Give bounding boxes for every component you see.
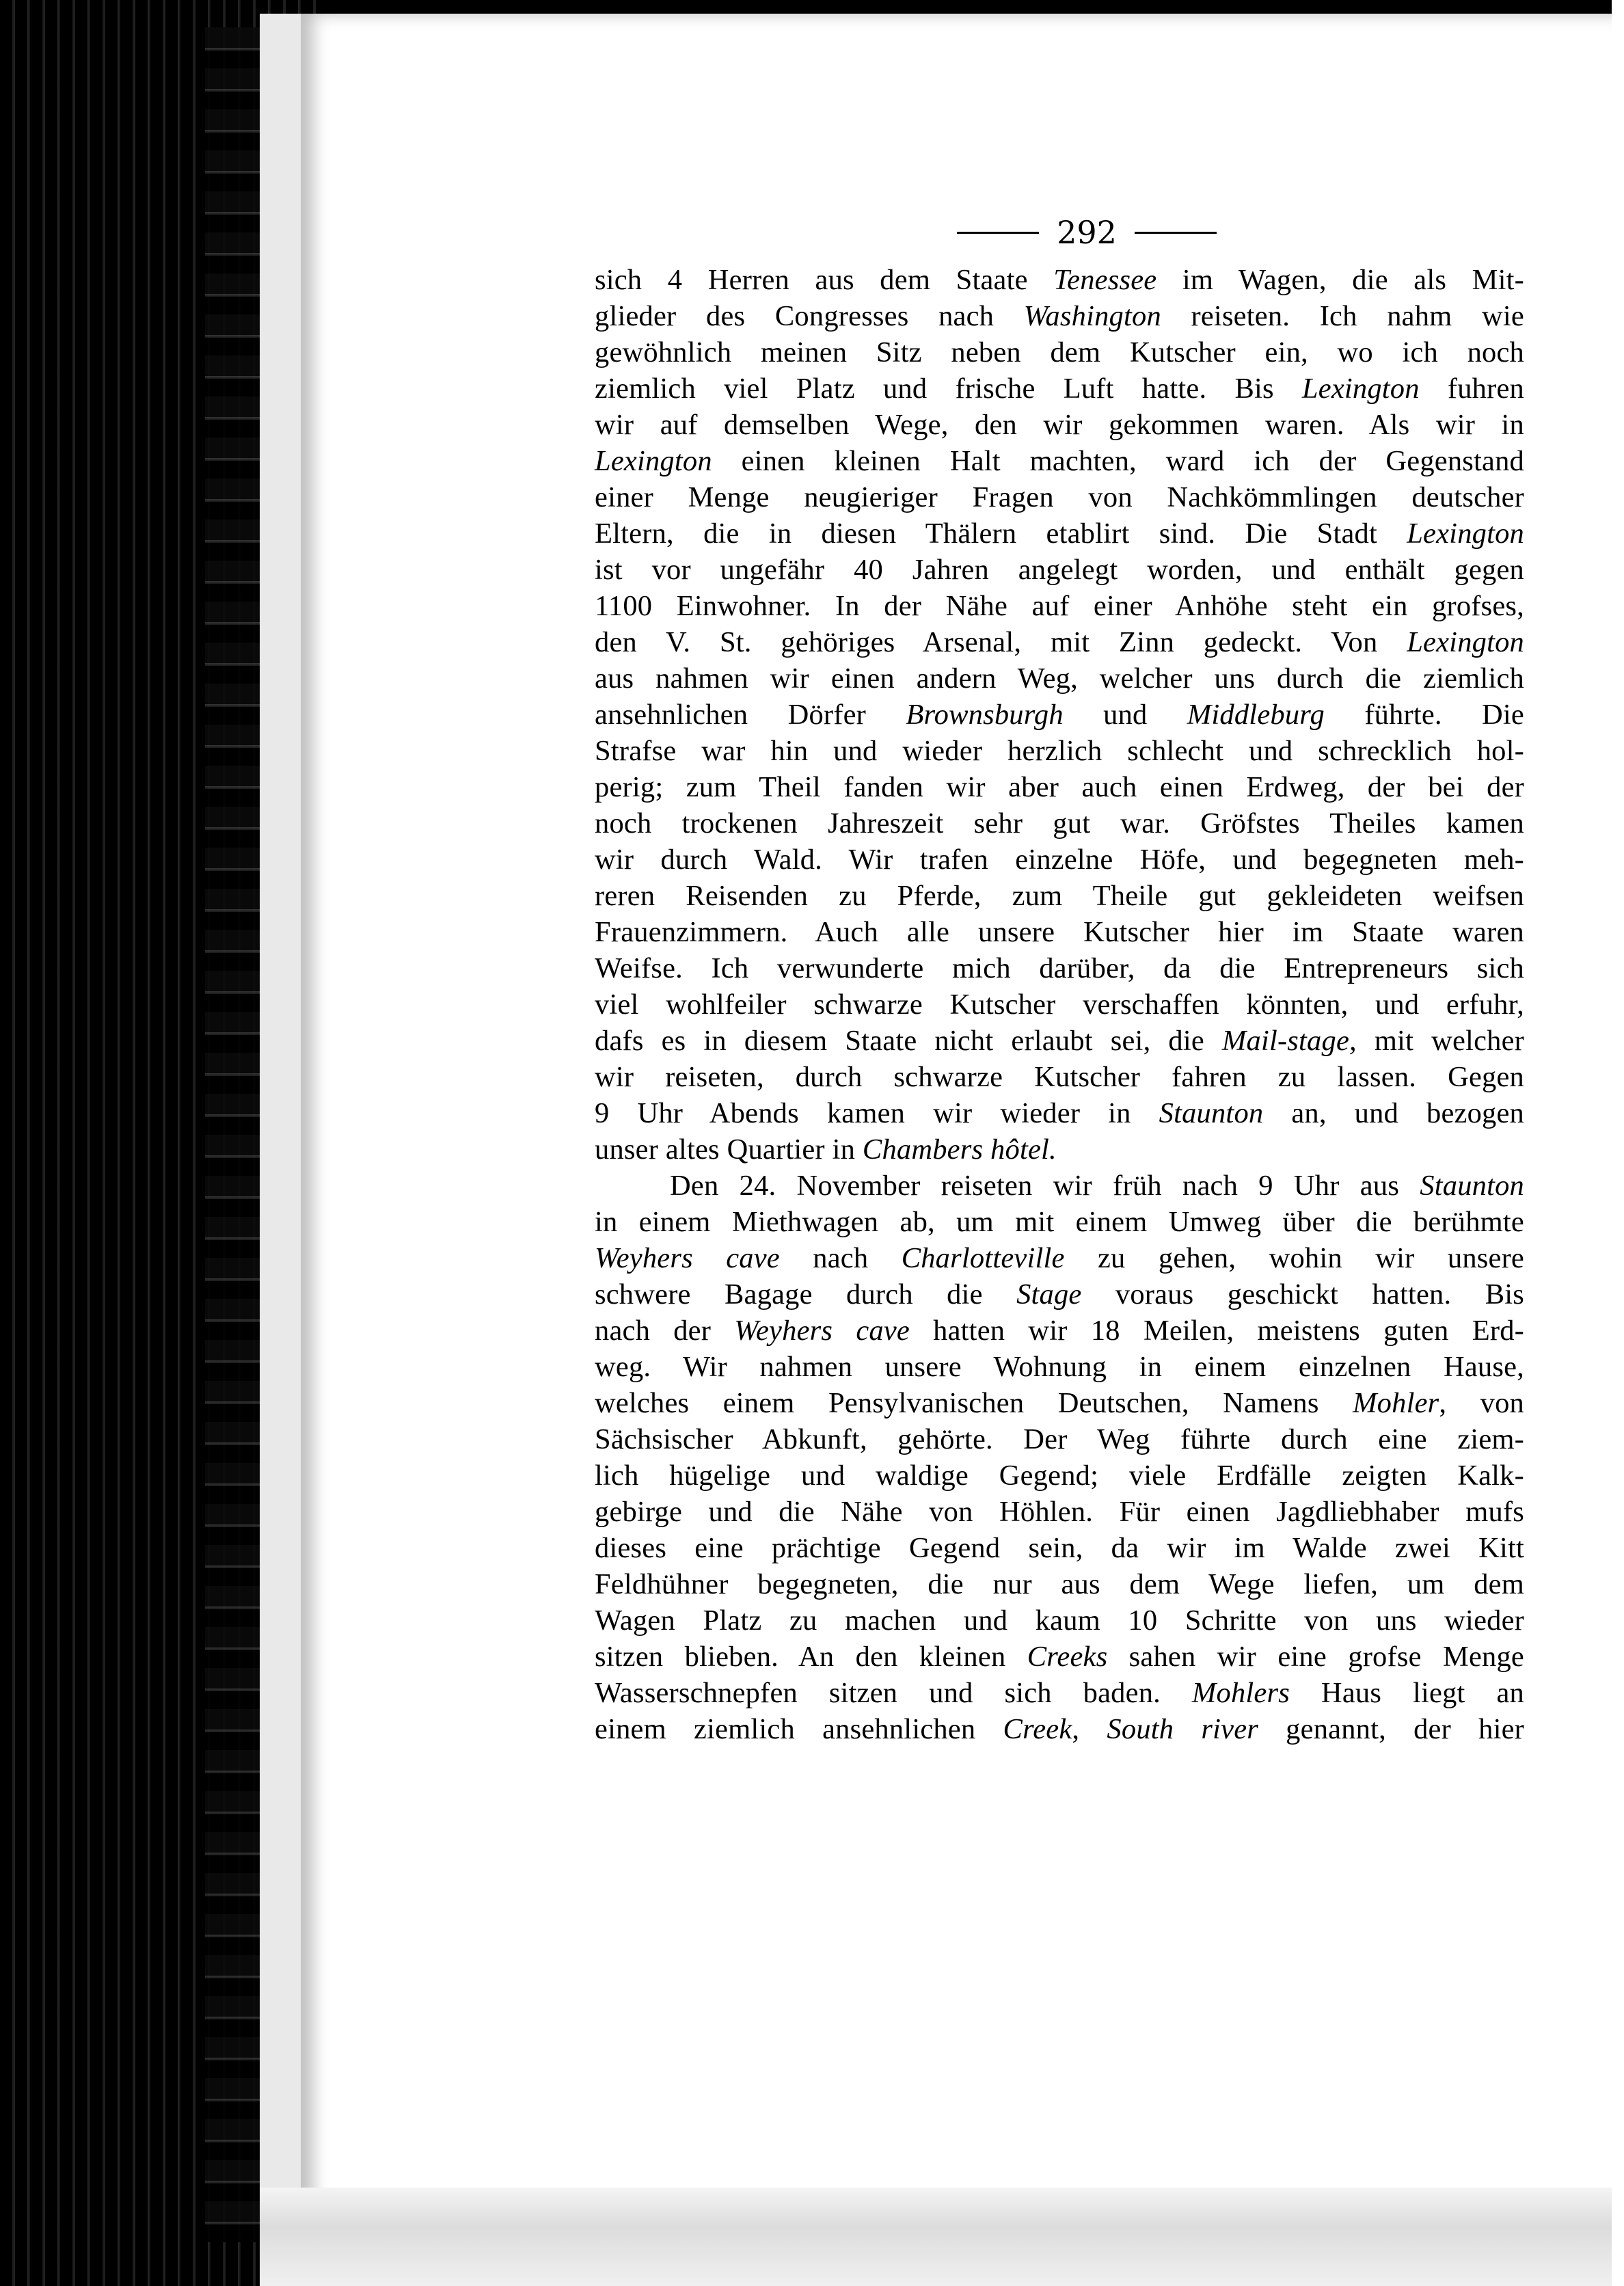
text-run: gebirge und die Nähe von Höhlen. Für einen Jagdliebhaber mufs (595, 1496, 1524, 1528)
text-run: welches einem Pensylvanischen Deutschen, Namens (595, 1387, 1353, 1419)
text-line (595, 1240, 1524, 1276)
text-line (595, 1204, 1524, 1240)
text-line (595, 1602, 1524, 1639)
text-line (595, 1639, 1524, 1675)
text-run: führte. Die (1324, 699, 1524, 731)
text-line (595, 1349, 1524, 1385)
text-run: Den 24. November reiseten wir früh nach 9 Uhr aus (670, 1170, 1420, 1202)
text-run: wir auf demselben Wege, den wir gekommen waren. Als wir in (595, 409, 1524, 441)
text-run: reren Reisenden zu Pferde, zum Theile gut gekleideten weifsen (595, 880, 1524, 912)
text-run: ziemlich viel Platz und frische Luft hatte. Bis (595, 373, 1302, 405)
italic-text-run: Charlotteville (901, 1242, 1065, 1274)
text-run: im Wagen, die als Mit- (1156, 264, 1525, 296)
text-line (595, 1675, 1524, 1711)
text-run: den V. St. gehöriges Arsenal, mit Zinn gedeckt. Von (595, 626, 1407, 658)
italic-text-run: Staunton (1159, 1097, 1264, 1129)
text-run: sich 4 Herren aus dem Staate (595, 264, 1054, 296)
italic-text-run: Mohlers (1191, 1677, 1290, 1709)
text-run: Strafse war hin und wieder herzlich schlecht und schrecklich hol- (595, 735, 1524, 767)
text-run: schwere Bagage durch die (595, 1278, 1017, 1310)
text-line (595, 443, 1524, 479)
italic-text-run: Staunton (1420, 1170, 1524, 1202)
running-header (943, 212, 1230, 253)
text-line (595, 262, 1524, 298)
paragraph (595, 1168, 1524, 1747)
italic-text-run: Creeks (1027, 1641, 1108, 1673)
text-line (595, 1494, 1524, 1530)
text-run: genannt, der hier (1258, 1713, 1525, 1745)
italic-text-run: Brownsburgh (906, 699, 1064, 731)
text-line (595, 515, 1524, 552)
text-run: einen kleinen Halt machten, ward ich der Gegenstand (712, 445, 1524, 477)
italic-text-run: Lexington (1407, 517, 1524, 550)
text-line (595, 624, 1524, 660)
text-run: lich hügelige und waldige Gegend; viele Erdfälle zeigten Kalk- (595, 1460, 1524, 1492)
text-run: unser altes Quartier in (595, 1133, 863, 1166)
text-line (595, 986, 1524, 1023)
text-run: sitzen blieben. An den kleinen (595, 1641, 1027, 1673)
text-run: dieses eine prächtige Gegend sein, da wir im Walde zwei Kitt (595, 1532, 1524, 1564)
italic-text-run: Lexington (1301, 373, 1420, 405)
italic-text-run: Creek (1003, 1713, 1072, 1745)
page-bottom-edges (260, 2188, 1624, 2286)
text-line (595, 1566, 1524, 1602)
text-line (595, 1530, 1524, 1566)
text-run: glieder des Congresses nach (595, 300, 1024, 332)
text-line (595, 1457, 1524, 1494)
text-line (595, 769, 1524, 805)
text-line (595, 298, 1524, 334)
italic-text-run: Lexington (1407, 626, 1524, 658)
text-line (595, 1059, 1524, 1095)
text-line (595, 805, 1524, 842)
text-line (595, 1385, 1524, 1421)
text-line (595, 842, 1524, 878)
text-run: wir reiseten, durch schwarze Kutscher fahren zu lassen. Gegen (595, 1061, 1524, 1093)
text-run: wir durch Wald. Wir trafen einzelne Höfe, und begegneten meh- (595, 844, 1524, 876)
text-run: nach (779, 1242, 902, 1274)
text-run: Wasserschnepfen sitzen und sich baden. (595, 1677, 1192, 1709)
page-number: 292 (1057, 214, 1117, 251)
text-line (595, 1313, 1524, 1349)
body-text (595, 262, 1524, 1747)
text-run: Sächsischer Abkunft, gehörte. Der Weg führte durch eine ziem- (595, 1423, 1524, 1455)
italic-text-run: Washington (1023, 300, 1161, 332)
text-run: an, und bezogen (1263, 1097, 1524, 1129)
text-run: Eltern, die in diesen Thälern etablirt sind. Die Stadt (595, 517, 1407, 550)
text-line (595, 1421, 1524, 1457)
text-line (595, 334, 1524, 371)
text-run: dafs es in diesem Staate nicht erlaubt sei, die (595, 1025, 1222, 1057)
italic-text-run: South river (1107, 1713, 1259, 1745)
text-run: , (1072, 1713, 1107, 1745)
text-line (595, 1168, 1524, 1204)
text-run: weg. Wir nahmen unsere Wohnung in einem einzelnen Hause, (595, 1351, 1524, 1383)
text-line (595, 1276, 1524, 1313)
header-rule-left (957, 232, 1039, 234)
text-run: reiseten. Ich nahm wie (1161, 300, 1524, 332)
text-run: Wagen Platz zu machen und kaum 10 Schritte von uns wieder (595, 1604, 1524, 1637)
italic-text-run: Weyhers cave (734, 1315, 910, 1347)
text-run: einem ziemlich ansehnlichen (595, 1713, 1003, 1745)
text-run: viel wohlfeiler schwarze Kutscher verschaffen könnten, und erfuhr, (595, 989, 1524, 1021)
text-run: perig; zum Theil fanden wir aber auch einen Erdweg, der bei der (595, 771, 1524, 803)
text-run: Haus liegt an (1289, 1677, 1525, 1709)
italic-text-run: Chambers hôtel. (862, 1133, 1057, 1166)
italic-text-run: Lexington (595, 445, 712, 477)
text-run: fuhren (1419, 373, 1524, 405)
text-line (595, 1095, 1524, 1131)
text-run: hatten wir 18 Meilen, meistens guten Erd- (909, 1315, 1525, 1347)
text-run: 9 Uhr Abends kamen wir wieder in (595, 1097, 1159, 1129)
text-run: mit welcher (1356, 1025, 1524, 1057)
italic-text-run: Tenessee (1053, 264, 1157, 296)
text-run: noch trockenen Jahreszeit sehr gut war. Gröfstes Theiles kamen (595, 807, 1524, 839)
text-run: 1100 Einwohner. In der Nähe auf einer Anhöhe steht ein grofses, (595, 590, 1524, 622)
text-run: einer Menge neugieriger Fragen von Nachkömmlingen deutscher (595, 481, 1524, 513)
text-line (595, 1711, 1524, 1747)
text-line (595, 371, 1524, 407)
italic-text-run: Mohler (1353, 1387, 1439, 1419)
text-run: voraus geschickt hatten. Bis (1081, 1278, 1524, 1310)
text-line (595, 1023, 1524, 1059)
text-run: in einem Miethwagen ab, um mit einem Umweg über die berühmte (595, 1206, 1524, 1238)
text-line (595, 914, 1524, 950)
page-right-margin (1612, 0, 1624, 2286)
text-run: nach der (595, 1315, 735, 1347)
paragraph (595, 262, 1524, 1168)
text-run: aus nahmen wir einen andern Weg, welcher uns durch die ziemlich (595, 662, 1524, 695)
text-run: zu gehen, wohin wir unsere (1064, 1242, 1524, 1274)
text-line (595, 552, 1524, 588)
italic-text-run: Stage (1016, 1278, 1082, 1310)
text-line (595, 733, 1524, 769)
text-line (595, 878, 1524, 914)
text-run: sahen wir eine grofse Menge (1107, 1641, 1524, 1673)
text-run: gewöhnlich meinen Sitz neben dem Kutscher ein, wo ich noch (595, 336, 1524, 368)
text-line (595, 950, 1524, 986)
text-line (595, 697, 1524, 733)
text-line (595, 1131, 1524, 1168)
text-run: ist vor ungefähr 40 Jahren angelegt worden, und enthält gegen (595, 554, 1524, 586)
text-line (595, 407, 1524, 443)
italic-text-run: Mail-stage, (1221, 1025, 1357, 1057)
text-run: und (1063, 699, 1187, 731)
text-run: Frauenzimmern. Auch alle unsere Kutscher hier im Staate waren (595, 916, 1524, 948)
text-run: , von (1439, 1387, 1524, 1419)
text-line (595, 479, 1524, 515)
header-rule-right (1135, 232, 1217, 234)
text-run: ansehnlichen Dörfer (595, 699, 906, 731)
italic-text-run: Middleburg (1187, 699, 1325, 731)
text-run: Weifse. Ich verwunderte mich darüber, da die Entrepreneurs sich (595, 952, 1524, 984)
italic-text-run: Weyhers cave (595, 1242, 780, 1274)
text-line (595, 588, 1524, 624)
text-line (595, 660, 1524, 697)
text-run: Feldhühner begegneten, die nur aus dem Wege liefen, um dem (595, 1568, 1524, 1600)
